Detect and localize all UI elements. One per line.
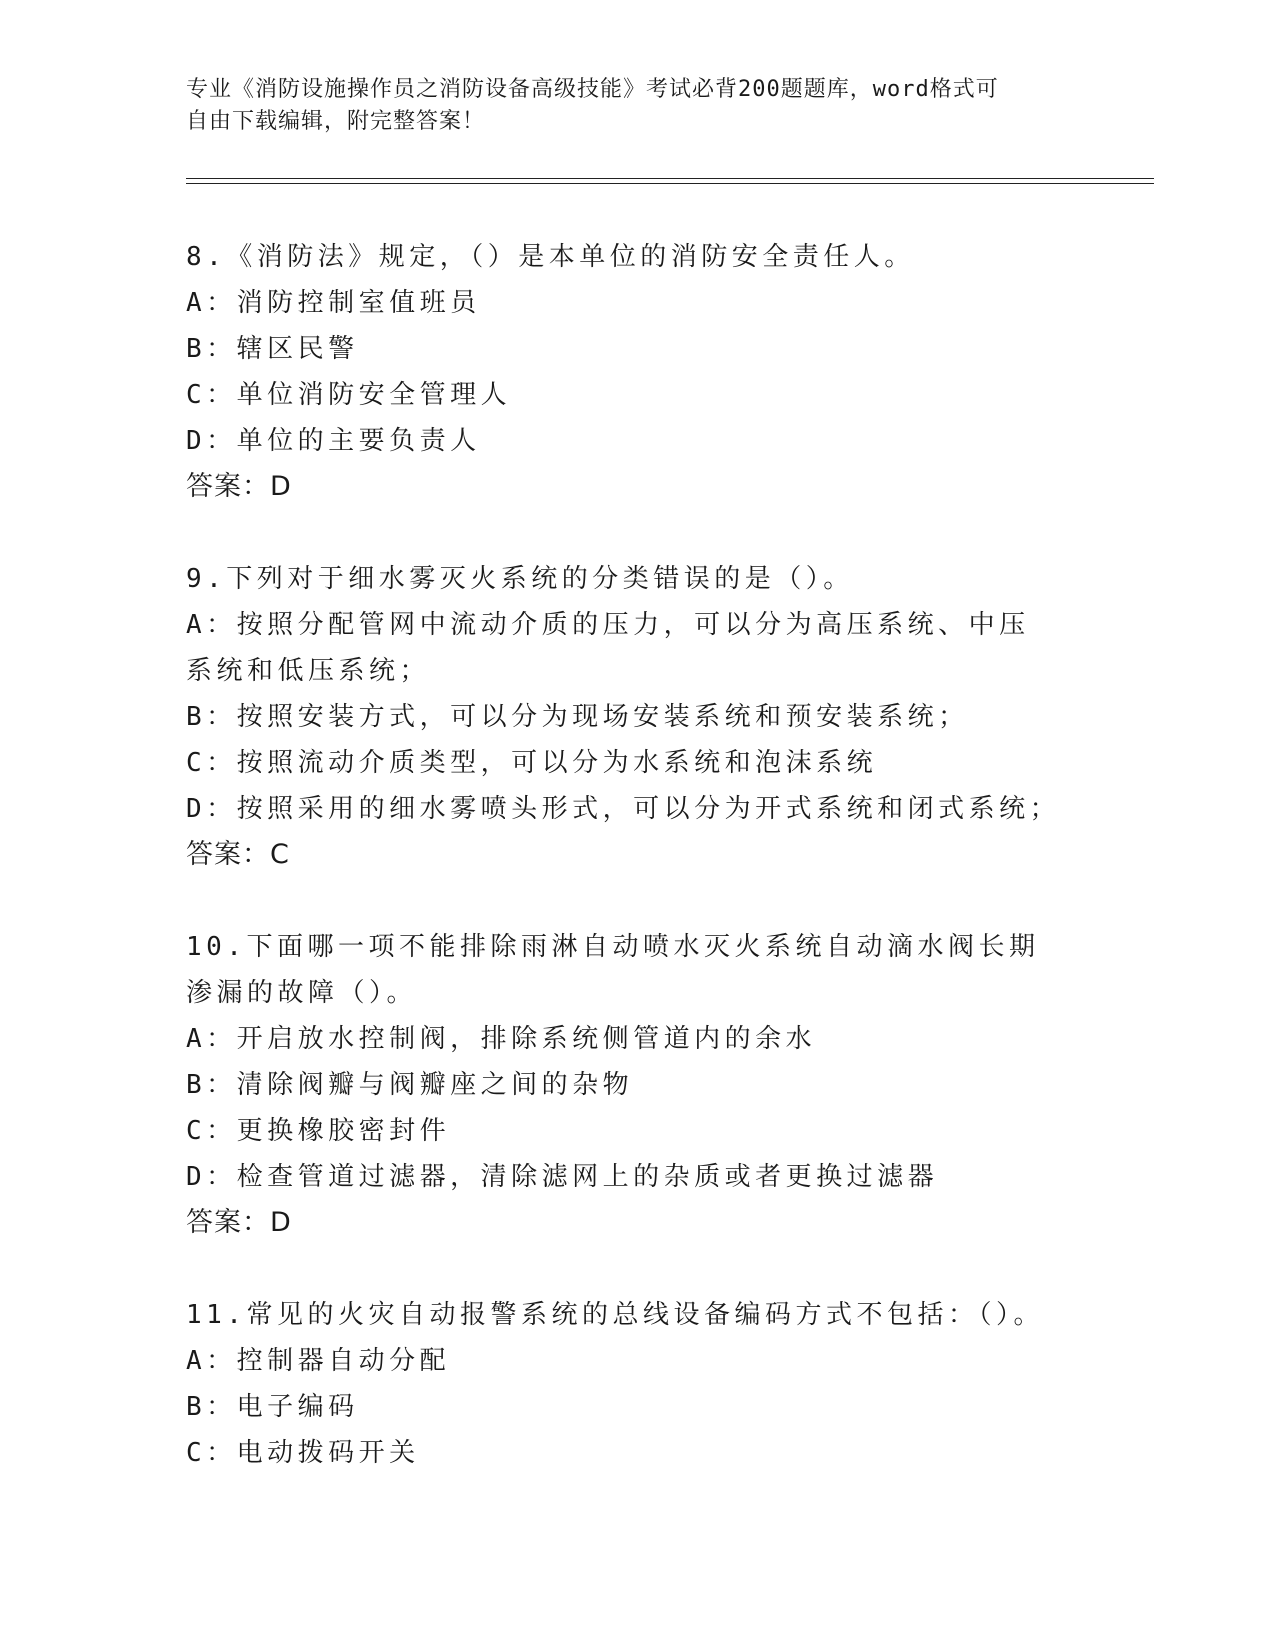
- question-11: [186, 1292, 1086, 1476]
- answer-text: 答案：D: [186, 1207, 292, 1238]
- question-stem: 11.常见的火灾自动报警系统的总线设备编码方式不包括：（）。: [186, 1300, 1044, 1330]
- header-divider-bottom: [186, 183, 1154, 184]
- question-10: [186, 924, 1086, 1246]
- option-c: C：电动拨码开关: [186, 1438, 420, 1468]
- question-list: [186, 234, 1086, 1522]
- answer-text: 答案：C: [186, 839, 290, 870]
- option-d: D：检查管道过滤器，清除滤网上的杂质或者更换过滤器: [186, 1162, 939, 1192]
- option-d: D：按照采用的细水雾喷头形式，可以分为开式系统和闭式系统；: [186, 794, 1061, 824]
- question-9: [186, 556, 1086, 878]
- question-stem: 8.《消防法》规定，（）是本单位的消防安全责任人。: [186, 242, 915, 272]
- header-line-2: 自由下载编辑，附完整答案！: [186, 109, 486, 134]
- option-a: A：开启放水控制阀，排除系统侧管道内的余水: [186, 1024, 817, 1054]
- question-stem: 9.下列对于细水雾灭火系统的分类错误的是（）。: [186, 564, 854, 594]
- option-b: B：辖区民警: [186, 334, 359, 364]
- option-c: C：单位消防安全管理人: [186, 380, 512, 410]
- option-b: B：电子编码: [186, 1392, 359, 1422]
- option-c: C：更换橡胶密封件: [186, 1116, 451, 1146]
- question-stem: 10.下面哪一项不能排除雨淋自动喷水灭火系统自动滴水阀长期渗漏的故障（）。: [186, 932, 1040, 1008]
- question-8: [186, 234, 1086, 510]
- option-a: A：按照分配管网中流动介质的压力，可以分为高压系统、中压系统和低压系统；: [186, 610, 1030, 686]
- option-b: B：清除阀瓣与阀瓣座之间的杂物: [186, 1070, 634, 1100]
- document-header: [186, 74, 1086, 138]
- option-d: D：单位的主要负责人: [186, 426, 481, 456]
- answer-text: 答案：D: [186, 471, 292, 502]
- option-c: C：按照流动介质类型，可以分为水系统和泡沫系统: [186, 748, 878, 778]
- option-a: A：消防控制室值班员: [186, 288, 481, 318]
- header-divider-top: [186, 178, 1154, 179]
- option-a: A：控制器自动分配: [186, 1346, 451, 1376]
- option-b: B：按照安装方式，可以分为现场安装系统和预安装系统；: [186, 702, 969, 732]
- header-line-1: 专业《消防设施操作员之消防设备高级技能》考试必背200题题库，word格式可: [186, 77, 999, 102]
